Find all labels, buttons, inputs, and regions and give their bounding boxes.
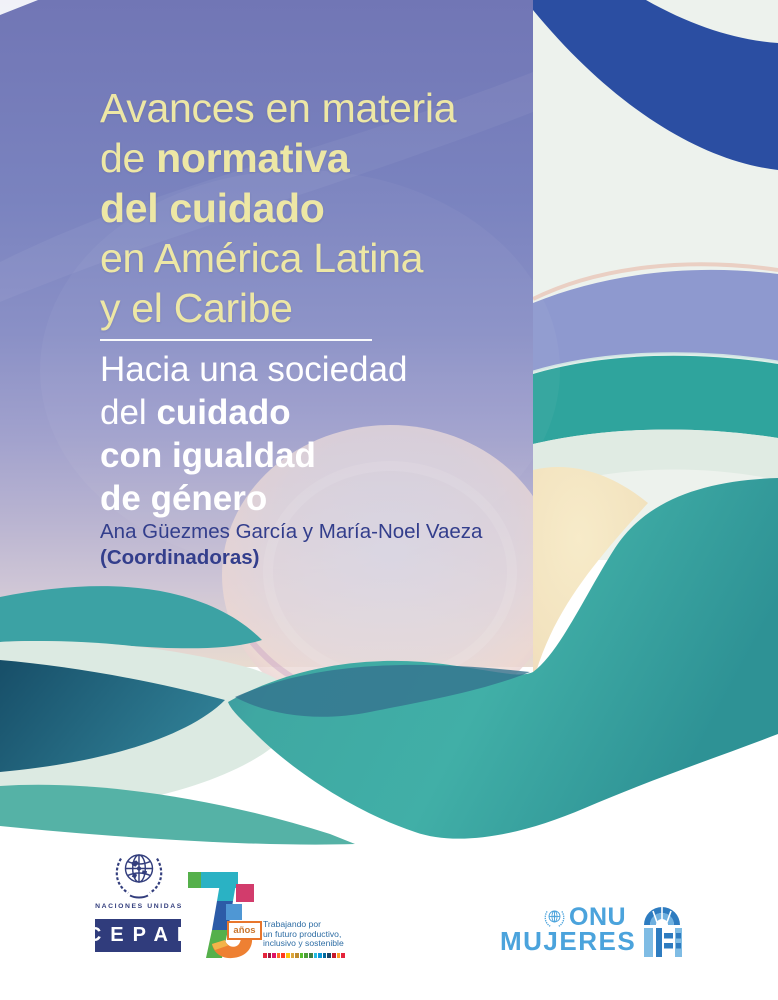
- cepal-wordmark: CEPAL: [95, 919, 181, 952]
- sdg-strip: [263, 953, 345, 958]
- onu-mujeres-logo: [500, 903, 690, 963]
- authors: [100, 519, 482, 571]
- subtitle-line-1: Hacia una sociedad: [100, 350, 408, 389]
- title-line-5: y el Caribe: [100, 285, 293, 331]
- title-line-3: del cuidado: [100, 185, 325, 231]
- footer-logos: [0, 840, 778, 1000]
- cepal-75-numeral: [188, 866, 262, 960]
- cepal-75-logo: [188, 866, 344, 966]
- un-emblem-icon: [110, 846, 168, 900]
- cepal-logo-group: [86, 846, 199, 952]
- main-title: [100, 83, 456, 333]
- title-line-1: Avances en materia: [100, 85, 457, 131]
- title-line-2: de normativa: [100, 135, 350, 181]
- author-role: (Coordinadoras): [100, 546, 260, 569]
- title-line-4: en América Latina: [100, 235, 424, 281]
- mujeres-word: MUJERES: [500, 926, 637, 956]
- subtitle-divider: [100, 339, 372, 341]
- author-names: Ana Güezmes García y María-Noel Vaeza: [100, 520, 483, 543]
- un-women-mark-icon: [642, 905, 682, 959]
- subtitle-line-4: de género: [100, 479, 268, 518]
- cepal-75-anios-label: años: [227, 921, 262, 940]
- onu-word: ONU: [569, 903, 627, 931]
- cepal-75-tagline: Trabajando por un futuro productivo, inclusivo y sostenible: [263, 919, 344, 949]
- naciones-unidas-label: NACIONES UNIDAS: [95, 903, 183, 910]
- subtitle: [100, 348, 407, 520]
- subtitle-line-2: del cuidado: [100, 393, 291, 432]
- subtitle-line-3: con igualdad: [100, 436, 316, 475]
